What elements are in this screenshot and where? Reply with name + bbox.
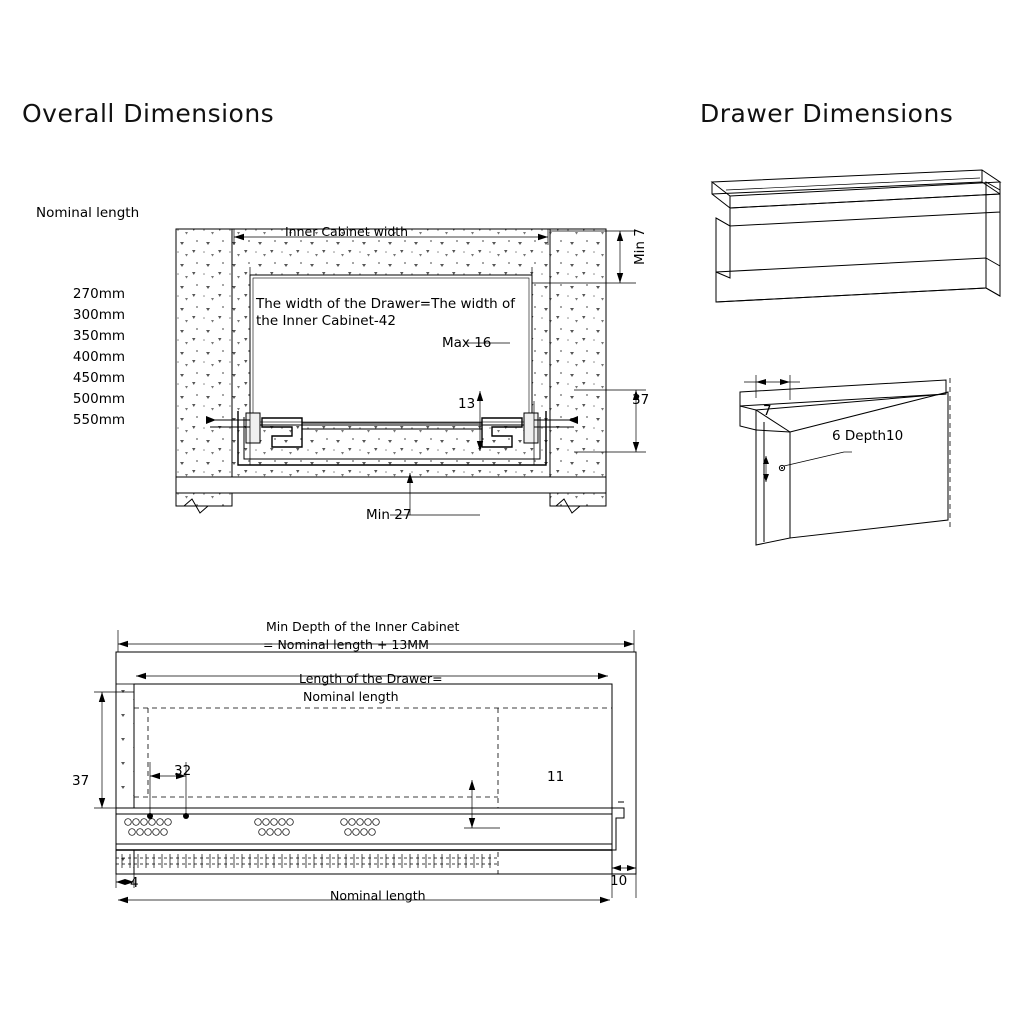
nominal-length-item: 400mm [72,349,125,365]
dim-inner-cabinet-width: Inner Cabinet width [285,224,409,239]
side-view-drawing [88,612,658,912]
nominal-length-item: 350mm [72,328,125,344]
note-drawer-width [256,296,528,330]
dim-min-depth-line1: Min Depth of the Inner Cabinet [266,619,460,634]
dim-13: 13 [458,396,476,412]
overall-front-view-drawing [150,215,670,545]
dim-37: 37 [632,392,650,408]
dim-min-depth-line2: = Nominal length + 13MM [263,637,429,652]
nominal-length-item: 300mm [72,307,125,323]
nominal-length-item: 500mm [72,391,125,407]
page-title-drawer: Drawer Dimensions [700,99,954,128]
note-drawer-width-line1: The width of the Drawer=The width [256,296,498,312]
nominal-length-item: 270mm [72,286,125,302]
label-nominal-length: Nominal length [36,205,140,221]
drawer-isometric-drawing [700,160,1010,320]
note-drawer-width-line2: of the Inner Cabinet-42 [256,296,516,329]
side-dim-11: 11 [547,769,565,785]
drawer-corner-detail-drawing [700,370,1000,555]
dim-depth-note: 6 Depth10 [832,428,904,444]
nominal-length-list [35,286,125,428]
side-dim-37: 37 [72,773,90,789]
dim-drawer-length-line2: Nominal length [303,689,399,704]
dim-min-7: Min 7 [632,228,648,265]
dim-7: 7 [763,403,772,419]
dim-max-16: Max 16 [442,335,492,351]
side-dim-32: 32 [174,763,192,779]
page-title-overall: Overall Dimensions [22,99,275,128]
side-dim-10: 10 [610,873,628,889]
nominal-length-item: 450mm [72,370,125,386]
dim-drawer-length-line1: Length of the Drawer= [299,671,443,686]
side-dim-nominal-length: Nominal length [330,888,426,903]
side-dim-4: 4 [130,875,139,891]
nominal-length-item: 550mm [72,412,125,428]
dim-min-27: Min 27 [366,507,412,523]
